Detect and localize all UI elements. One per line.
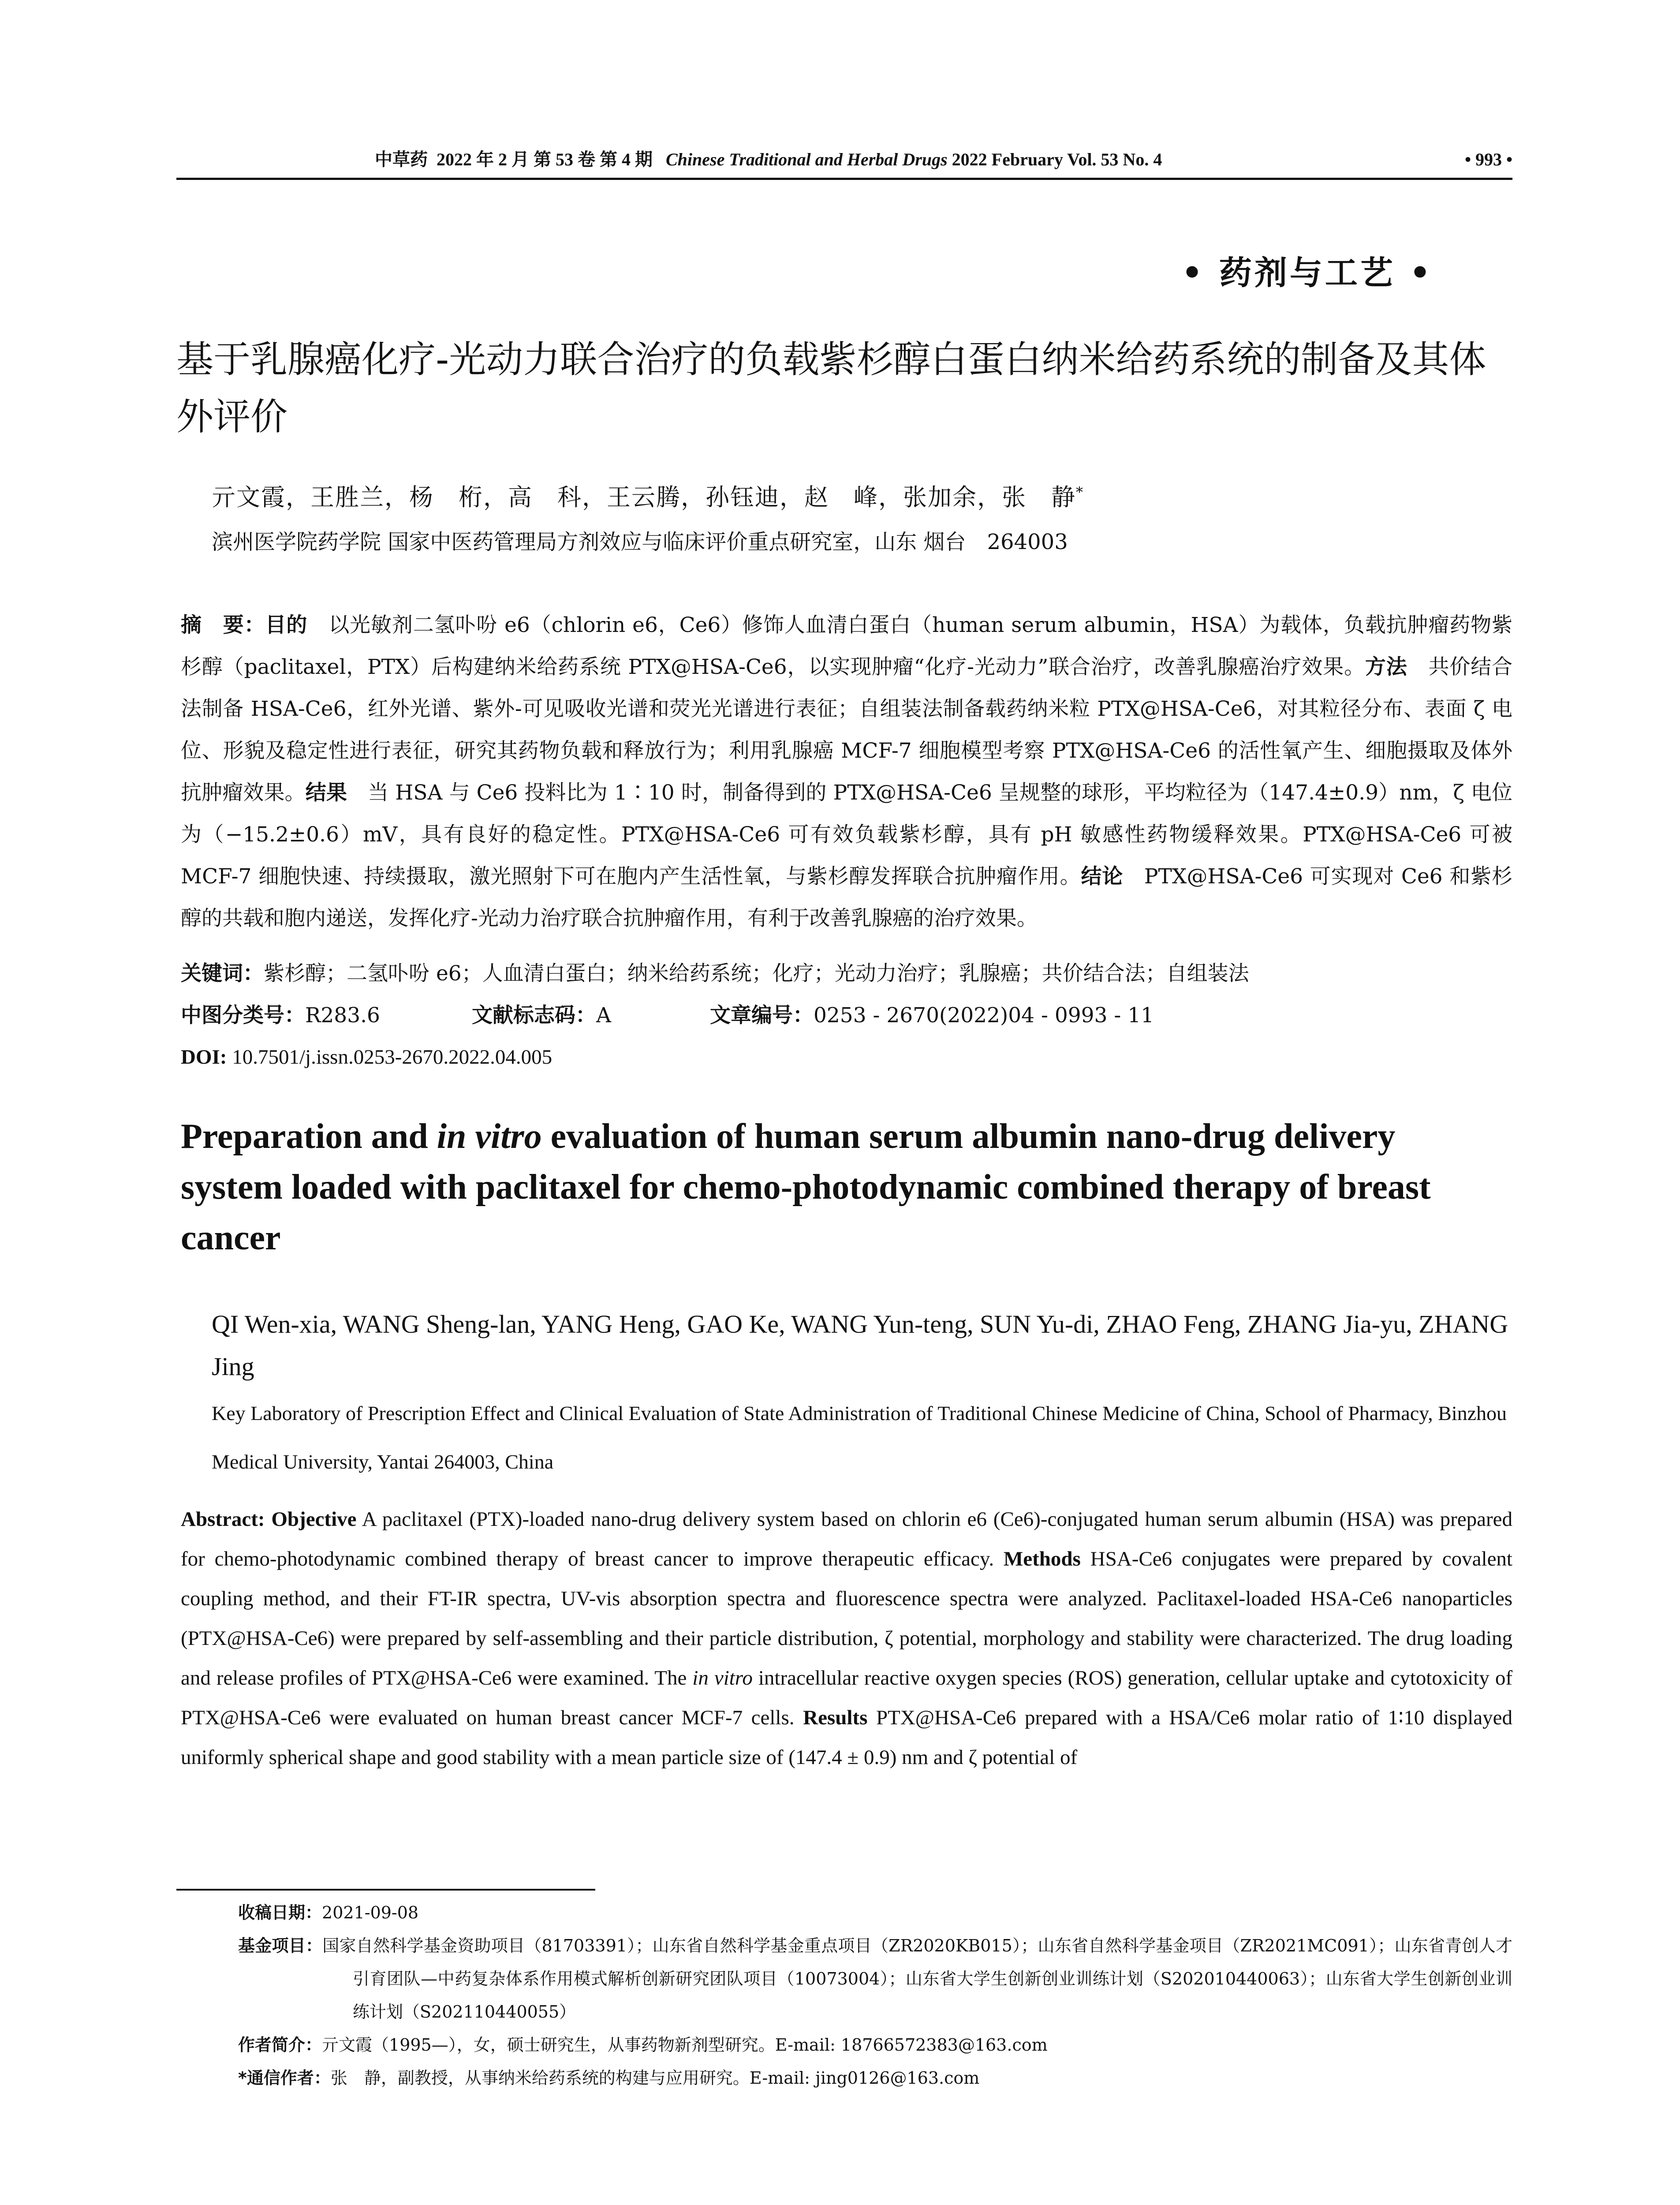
doi-line [181,1036,1512,1078]
article-no-value: 0253 - 2670(2022)04 - 0993 - 11 [814,1003,1154,1028]
author-bio-label: 作者简介： [238,2035,322,2055]
corresponding-text: 张 静，副教授，从事纳米给药系统的构建与应用研究。E-mail: jing0126@163.com [330,2068,980,2088]
results-label-cn: 结果 [305,781,347,805]
keywords-label-cn: 关键词： [181,961,264,986]
authors-cn [212,478,1084,512]
conclusion-text-cn: PTX@HSA-Ce6 可实现对 Ce6 和紫杉醇的共载和胞内递送，发挥化疗-光动力治疗联合抗肿瘤作用，有利于改善乳腺癌的治疗效果。 [181,864,1512,931]
footnote-author-bio [238,2029,1512,2062]
clc-label: 中图分类号： [181,1003,305,1028]
author-bio-text: 亓文霞（1995—），女，硕士研究生，从事药物新剂型研究。E-mail: 18766572383@163.com [322,2035,1048,2055]
results-text-en: PTX@HSA-Ce6 prepared with a HSA/Ce6 molar ratio of 1∶10 displayed uniformly spherical shape and good stability with a mean particle size of (147.4 ± 0.9) nm and ζ potential of [181,1706,1513,1769]
methods-text-en-b: intracellular reactive oxygen species (ROS) generation, cellular uptake and cytotoxicity of PTX@HSA-Ce6 were evaluated on human breast cancer MCF-7 cells. [181,1667,1512,1729]
header-left [375,146,1162,173]
methods-label-cn: 方法 [1365,655,1407,679]
objective-text-en: A paclitaxel (PTX)-loaded nano-drug delivery system based on chlorin e6 (Ce6)-conjugated human serum albumin (HSA) was prepared for chemo-photodynamic combined therapy of breast cancer to improve therapeutic efficacy. [181,1508,1513,1570]
title-en-italic: in vitro [437,1117,542,1156]
doi-value: 10.7501/j.issn.0253-2670.2022.04.005 [232,1046,553,1069]
journal-name-cn: 中草药 [375,149,428,170]
authors-cn-list: 亓文霞，王胜兰，杨 桁，高 科，王云腾，孙钰迪，赵 峰，张加余，张 静 [212,483,1076,511]
paper-title-cn: 基于乳腺癌化疗-光动力联合治疗的负载紫杉醇白蛋白纳米给药系统的制备及其体外评价 [176,338,1486,438]
fund-label: 基金项目： [238,1936,323,1955]
methods-text-en-a: HSA-Ce6 conjugates were prepared by covalent coupling method, and their FT-IR spectra, UV-vis absorption spectra and fluorescence spectra were analyzed. Paclitaxel-loaded HSA-Ce6 nanoparticles (PTX@HSA-Ce6) were prepared by self-assembling and their particle distribution, ζ potential, morphology and stability were characterized. The drug loading and release profiles of PTX@HSA-Ce6 were examined. The [181,1547,1512,1689]
objective-label-en: Objective [271,1508,357,1531]
header-rule [176,178,1512,180]
clc-value: R283.6 [305,1003,380,1028]
methods-text-cn: 共价结合法制备 HSA-Ce6，红外光谱、紫外-可见吸收光谱和荧光光谱进行表征；自组装法制备载药纳米粒 PTX@HSA-Ce6，对其粒径分布、表面 ζ 电位、形貌及稳定性进行表征，研究其药物负载和释放行为；利用乳腺癌 MCF-7 细胞模型考察 PTX@HSA-Ce6 的活性氧产生、细胞摄取及体外抗肿瘤效果。 [181,655,1513,805]
article-no-label: 文章编号： [710,1003,814,1028]
doccode-label: 文献标志码： [472,1003,596,1028]
methods-text-en-italic: in vitro [692,1667,753,1689]
issue-cn: 2022 年 2 月 第 53 卷 第 4 期 [437,149,653,169]
keywords-cn [181,953,1512,994]
section-label: • 药剂与工艺 • [1181,254,1433,292]
objective-text-cn: 以光敏剂二氢卟吩 e6（chlorin e6，Ce6）修饰人血清白蛋白（human serum albumin，HSA）为载体，负载抗肿瘤药物紫杉醇（paclitaxel，PTX）后构建纳米给药系统 PTX@HSA-Ce6，以实现肿瘤“化疗-光动力”联合治疗，改善乳腺癌治疗效果。 [181,613,1513,679]
abstract-en [181,1499,1512,1777]
footnote-corresponding [238,2062,1512,2095]
title-en-part1: Preparation and [181,1117,437,1156]
page-number: • 993 • [1464,149,1512,169]
footnote-funding [238,1929,1512,2029]
keywords-text-cn: 紫杉醇；二氢卟吩 e6；人血清白蛋白；纳米给药系统；化疗；光动力治疗；乳腺癌；共价结合法；自组装法 [264,961,1249,986]
paper-title-en [181,1111,1504,1263]
running-header [176,146,1512,173]
journal-name-en: Chinese Traditional and Herbal Drugs [666,149,948,169]
methods-label-en: Methods [1003,1547,1081,1570]
received-date: 2021-09-08 [322,1903,419,1922]
classification-line [181,994,1512,1036]
footnote-rule [176,1889,595,1891]
abstract-cn [181,604,1512,939]
objective-label-cn: 目的 [265,613,308,637]
abstract-cn-label: 摘 要： [181,613,265,637]
results-label-en: Results [803,1706,868,1729]
abstract-en-label: Abstract: [181,1508,265,1531]
corresponding-label: *通信作者： [238,2068,331,2088]
results-text-cn: 当 HSA 与 Ce6 投料比为 1∶10 时，制备得到的 PTX@HSA-Ce6 呈规整的球形，平均粒径为（147.4±0.9）nm，ζ 电位为（−15.2±0.6）mV，具有良好的稳定性。PTX@HSA-Ce6 可有效负载紫杉醇，具有 pH 敏感性药物缓释效果。PTX@HSA-Ce6 可被 MCF-7 细胞快速、持续摄取，激光照射下可在胞内产生活性氧，与紫杉醇发挥联合抗肿瘤作用。 [181,781,1513,889]
doccode-value: A [596,1003,611,1028]
affiliation-en: Key Laboratory of Prescription Effect and Clinical Evaluation of State Administration of Traditional Chinese Medicine of China, School of Pharmacy, Binzhou Medical University, Yantai 264003, China [212,1402,1507,1473]
received-label: 收稿日期： [238,1903,322,1922]
issue-en: 2022 February Vol. 53 No. 4 [952,149,1162,169]
title-en-part2: evaluation of human serum albumin nano-drug delivery system loaded with paclitaxel for chemo-photodynamic combined therapy of breast cancer [181,1117,1431,1257]
conclusion-label-cn: 结论 [1081,864,1124,889]
corresponding-mark: * [1076,484,1084,501]
footnote-received [238,1896,1512,1929]
affiliation-cn: 滨州医学院药学院 国家中医药管理局方剂效应与临床评价重点研究室，山东 烟台 264003 [212,530,1068,554]
fund-text: 国家自然科学基金资助项目（81703391）；山东省自然科学基金重点项目（ZR2020KB015）；山东省自然科学基金项目（ZR2021MC091）；山东省青创人才引育团队—中药复杂体系作用模式解析创新研究团队项目（10073004）；山东省大学生创新创业训练计划（S202010440063）；山东省大学生创新创业训练计划（S202110440055） [322,1936,1512,2022]
doi-label: DOI: [181,1046,227,1069]
authors-en: QI Wen-xia, WANG Sheng-lan, YANG Heng, GAO Ke, WANG Yun-teng, SUN Yu-di, ZHAO Feng, ZHANG Jia-yu, ZHANG Jing [212,1310,1508,1381]
